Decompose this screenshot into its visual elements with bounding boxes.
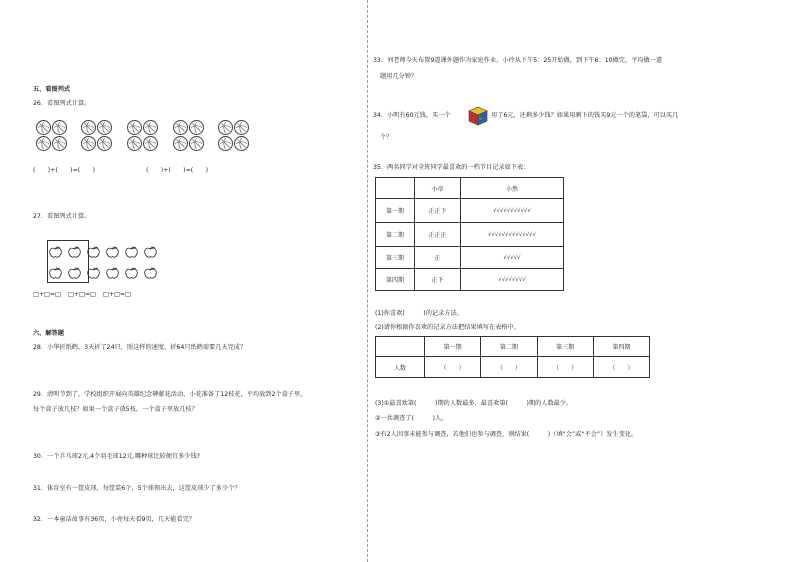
volleyball-icon — [143, 136, 158, 151]
record-table — [375, 177, 564, 291]
q27-blank-3: □+□=□ — [103, 291, 131, 298]
q27-blank-2: □+□=□ — [68, 291, 96, 298]
volleyball-icon — [52, 136, 67, 151]
apple-icon — [144, 243, 157, 255]
question-30: 30．一个乒乓球2元,4个羽毛球12元,哪种球比较便宜多少钱? — [33, 453, 200, 460]
apple-icon — [106, 243, 119, 255]
record-header-xiaodi: 小帝 — [415, 178, 461, 199]
question-33-line2: 题用几分钟？ — [380, 73, 418, 80]
check-cell: √√√√√√√√√√√ — [461, 199, 564, 223]
check-cell: √√√√√√√√ — [461, 269, 564, 291]
record-row-label: 第四期 — [376, 269, 415, 291]
sub-question-2: (2)请你根据你喜欢的记录方法把结果填写在表格中。 — [375, 324, 520, 331]
count-table-corner — [376, 337, 425, 357]
question-27: 27．看图列式计算。 — [33, 213, 91, 220]
question-34-part-b: 用了6元，还剩多少钱？如果用剩下的钱买9元一个的笔袋，可以买几 — [491, 112, 679, 119]
volleyball-icon — [173, 120, 188, 135]
check-cell: √√√√√ — [461, 247, 564, 269]
tally-cell: 正 — [415, 247, 461, 269]
question-33-line1: 33．刘老师今天布置9道课外题作为家庭作业，小玲从下午5：25开始做，到下午6：10做完，平均做一道 — [373, 57, 663, 64]
question-34-part-a: 34．小明有60元钱，买一个 — [373, 112, 451, 119]
volleyball-icon — [234, 136, 249, 151]
volleyball-icon — [127, 120, 142, 135]
column-divider — [367, 0, 368, 562]
q27-blank-1: □+□=□ — [33, 291, 61, 298]
count-header: 第二期 — [481, 337, 537, 357]
question-31: 31．体育室有一筐皮球，每筐装6个，5个球领出去，这筐皮球少了多少个？ — [33, 485, 241, 492]
volleyball-icon — [127, 136, 142, 151]
question-35: 35．两名同学对全班同学最喜欢的一档节目记录如下表： — [373, 164, 530, 171]
sub-question-3-part1: (3)①最喜欢第( )期的人数最多，最喜欢第( )期的人数最少。 — [375, 400, 573, 407]
volleyball-icon — [189, 120, 204, 135]
volleyball-icon — [81, 120, 96, 135]
question-29-line2: 每个盒子放几枝？如果一个盒子放5枝，一个盒子里放几枝？ — [33, 406, 198, 413]
rubiks-cube-icon — [466, 104, 490, 128]
volleyball-icon — [97, 136, 112, 151]
volleyball-icon — [143, 120, 158, 135]
tally-cell: 正正正 — [415, 223, 461, 247]
sub-question-3-part3: ③有2人因事未能参与调查，若他们也参与调查，则结果( )（填“会”或“不会”）发生变化。 — [375, 431, 638, 438]
check-cell: √√√√√√√√√√√√√√ — [461, 223, 564, 247]
volleyball-icon — [173, 136, 188, 151]
q26-blank-1: ( )+( )=( ) — [33, 167, 95, 174]
volleyball-icon — [234, 120, 249, 135]
volleyball-icon — [97, 120, 112, 135]
section6-title: 六、解答题 — [33, 330, 64, 337]
record-table-corner — [376, 178, 415, 199]
record-row-label: 第三期 — [376, 247, 415, 269]
volleyball-icon — [36, 120, 51, 135]
volleyball-icon — [189, 136, 204, 151]
count-table — [375, 336, 650, 378]
record-row-label: 第二期 — [376, 223, 415, 247]
question-29-line1: 29．清明节到了，学校组织开展向英雄纪念碑献花活动，小花准备了12枝花，平均放到2个盒子里， — [33, 391, 307, 398]
sub-question-1: (1)你喜欢( )的记录方法。 — [375, 310, 463, 317]
tally-cell: 正下 — [415, 269, 461, 291]
count-row-label: 人数 — [376, 357, 425, 378]
count-header: 第一期 — [425, 337, 481, 357]
question-34-line2: 个？ — [380, 134, 393, 141]
volleyball-icon — [36, 136, 51, 151]
question-28: 28．小华折纸鹤，3天折了24只，照这样的速度，折64只纸鹤需要几天完成？ — [33, 344, 247, 351]
sub-question-3-part2: ②一共调查了( )人。 — [375, 415, 448, 422]
volleyball-icon — [218, 136, 233, 151]
q26-blank-2: ( )+( )=( ) — [146, 167, 208, 174]
apple-icon — [106, 264, 119, 276]
count-blank-cell: （ ） — [425, 357, 481, 378]
volleyball-icon — [81, 136, 96, 151]
apple-icon — [125, 243, 138, 255]
volleyball-icon — [52, 120, 67, 135]
tally-cell: 正正下 — [415, 199, 461, 223]
count-blank-cell: （ ） — [537, 357, 593, 378]
count-blank-cell: （ ） — [481, 357, 537, 378]
record-row-label: 第一期 — [376, 199, 415, 223]
count-header: 第三期 — [537, 337, 593, 357]
volleyball-icon — [218, 120, 233, 135]
question-32: 32．一本童话故事有36页，小亮每天看9页，几天能看完？ — [33, 516, 195, 523]
apple-box — [47, 240, 89, 283]
apple-icon — [144, 264, 157, 276]
count-blank-cell: （ ） — [593, 357, 649, 378]
section5-title: 五、看图列式 — [33, 86, 71, 93]
record-header-xiaoran: 小然 — [461, 178, 564, 199]
apple-icon — [125, 264, 138, 276]
count-header: 第四期 — [593, 337, 649, 357]
question-26: 26．看图列式计算。 — [33, 100, 91, 107]
